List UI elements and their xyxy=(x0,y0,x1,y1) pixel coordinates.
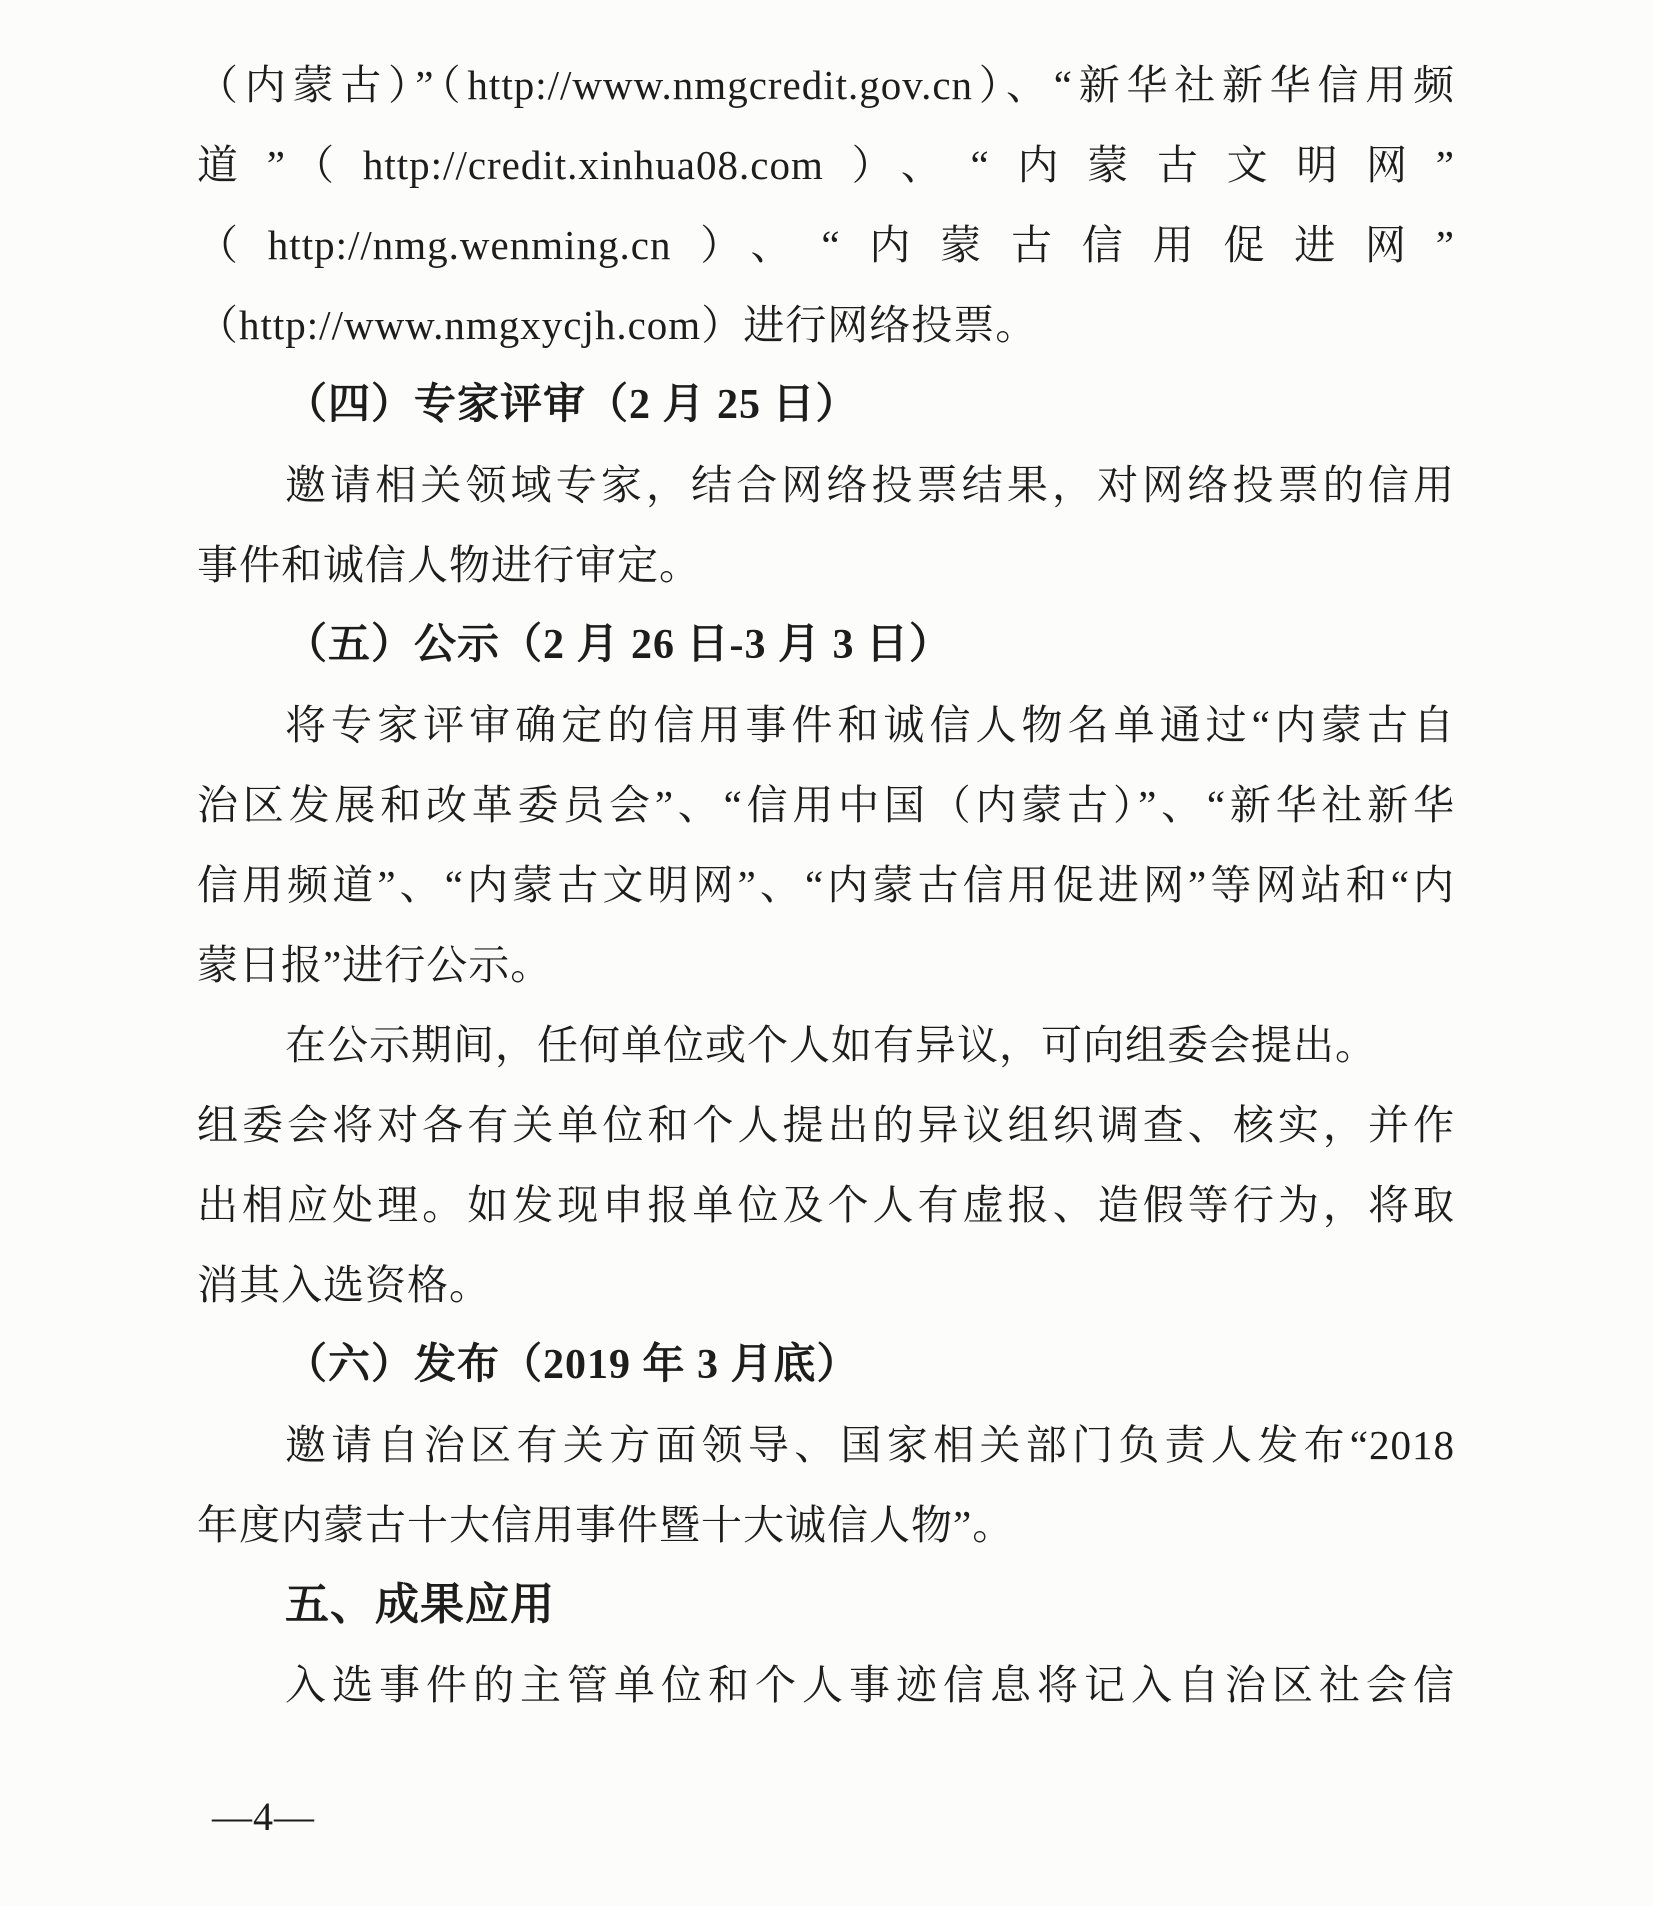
text-line: 治区发展和改革委员会”、“信用中国（内蒙古）”、“新华社新华 xyxy=(197,782,1455,828)
page-number: —4— xyxy=(212,1794,315,1839)
heading-line: （四）专家评审（2 月 25 日） xyxy=(285,382,859,428)
text-block xyxy=(197,45,1455,1725)
heading-line: （六）发布（2019 年 3 月底） xyxy=(285,1342,860,1388)
text-line: 消其入选资格。 xyxy=(197,1262,491,1308)
text-line: 在公示期间，任何单位或个人如有异议，可向组委会提出。 xyxy=(285,1022,1377,1068)
text-line: 出相应处理。如发现申报单位及个人有虚报、造假等行为，将取 xyxy=(197,1182,1455,1228)
heading-line: （五）公示（2 月 26 日-3 月 3 日） xyxy=(285,622,952,668)
text-line: 信用频道”、“内蒙古文明网”、“内蒙古信用促进网”等网站和“内 xyxy=(197,862,1455,908)
heading-line: 五、成果应用 xyxy=(285,1580,555,1629)
text-line: （http://www.nmgxycjh.com）进行网络投票。 xyxy=(197,302,1038,348)
text-line: 组委会将对各有关单位和个人提出的异议组织调查、核实，并作 xyxy=(197,1102,1455,1148)
text-line: （http://nmg.wenming.cn）、“内蒙古信用促进网” xyxy=(197,222,1455,268)
text-line: 道”（http://credit.xinhua08.com）、“内蒙古文明网” xyxy=(197,142,1455,188)
text-line: 事件和诚信人物进行审定。 xyxy=(197,542,701,588)
text-line: 年度内蒙古十大信用事件暨十大诚信人物”。 xyxy=(197,1502,1015,1548)
text-line: 邀请相关领域专家，结合网络投票结果，对网络投票的信用 xyxy=(285,462,1455,508)
text-line: （内蒙古）”（http://www.nmgcredit.gov.cn）、“新华社新华信用频 xyxy=(197,62,1455,108)
text-line: 将专家评审确定的信用事件和诚信人物名单通过“内蒙古自 xyxy=(285,702,1455,748)
text-line: 蒙日报”进行公示。 xyxy=(197,942,553,988)
text-line: 入选事件的主管单位和个人事迹信息将记入自治区社会信 xyxy=(285,1662,1455,1708)
text-line: 邀请自治区有关方面领导、国家相关部门负责人发布“2018 xyxy=(285,1422,1455,1468)
